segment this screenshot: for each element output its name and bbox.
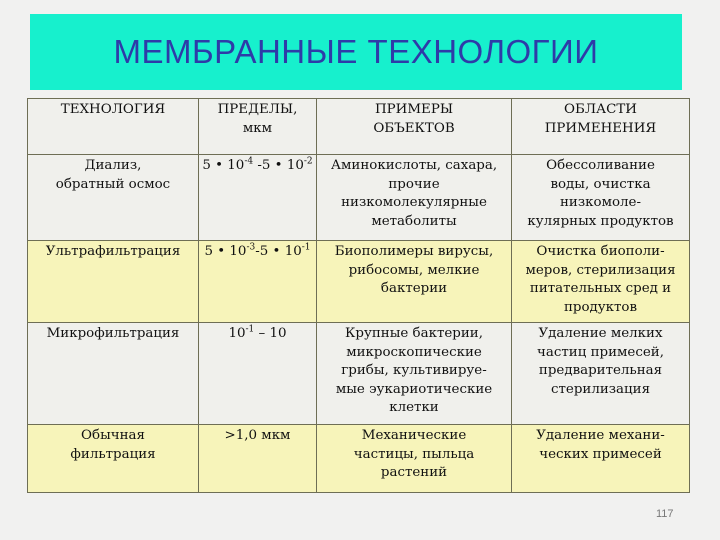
table-header-row bbox=[28, 99, 690, 155]
cell-examples: Механические частицы, пыльца растений bbox=[317, 425, 512, 493]
cell-limits bbox=[199, 323, 317, 425]
header-applications: ОБЛАСТИ ПРИМЕНЕНИЯ bbox=[512, 99, 690, 155]
cell-applications: Обессоливание воды, очистка низкомоле- кулярных продуктов bbox=[512, 155, 690, 241]
limit-a: 10 bbox=[228, 326, 246, 341]
cell-limits bbox=[199, 155, 317, 241]
limit-b-exp: -1 bbox=[301, 242, 311, 253]
limit-b: -5 • 10 bbox=[255, 244, 302, 259]
page-number: 117 bbox=[656, 508, 674, 520]
limit-a: >1,0 мкм bbox=[224, 428, 291, 443]
title-banner bbox=[30, 14, 682, 90]
cell-examples: Крупные бактерии, микроскопические грибы, культивируе- мые эукариотические клетки bbox=[317, 323, 512, 425]
table-row bbox=[28, 155, 690, 241]
cell-examples: Биополимеры вирусы, рибосомы, мелкие бактерии bbox=[317, 241, 512, 323]
membrane-technologies-table bbox=[27, 98, 690, 493]
header-technology: ТЕХНОЛОГИЯ bbox=[28, 99, 199, 155]
cell-technology: Обычная фильтрация bbox=[28, 425, 199, 493]
limit-b: – 10 bbox=[254, 326, 287, 341]
limit-a-exp: -3 bbox=[246, 242, 256, 253]
cell-technology: Микрофильтрация bbox=[28, 323, 199, 425]
table-row bbox=[28, 425, 690, 493]
limit-a: 5 • 10 bbox=[202, 158, 245, 173]
limit-a: 5 • 10 bbox=[204, 244, 247, 259]
cell-examples: Аминокислоты, сахара, прочие низкомолекулярные метаболиты bbox=[317, 155, 512, 241]
cell-limits bbox=[199, 241, 317, 323]
cell-applications: Очистка биополи- меров, стерилизация питательных сред и продуктов bbox=[512, 241, 690, 323]
page-title: МЕМБРАННЫЕ ТЕХНОЛОГИИ bbox=[113, 33, 599, 70]
cell-technology: Диализ, обратный осмос bbox=[28, 155, 199, 241]
cell-applications: Удаление мелких частиц примесей, предварительная стерилизация bbox=[512, 323, 690, 425]
limit-a-exp: -1 bbox=[245, 324, 255, 335]
limit-b: -5 • 10 bbox=[253, 158, 304, 173]
cell-applications: Удаление механи- ческих примесей bbox=[512, 425, 690, 493]
header-examples: ПРИМЕРЫ ОБЪЕКТОВ bbox=[317, 99, 512, 155]
table-row bbox=[28, 323, 690, 425]
limit-a-exp: -4 bbox=[244, 156, 254, 167]
cell-technology: Ультрафильтрация bbox=[28, 241, 199, 323]
header-limits: ПРЕДЕЛЫ, мкм bbox=[199, 99, 317, 155]
cell-limits bbox=[199, 425, 317, 493]
table-row bbox=[28, 241, 690, 323]
limit-b-exp: -2 bbox=[303, 156, 313, 167]
